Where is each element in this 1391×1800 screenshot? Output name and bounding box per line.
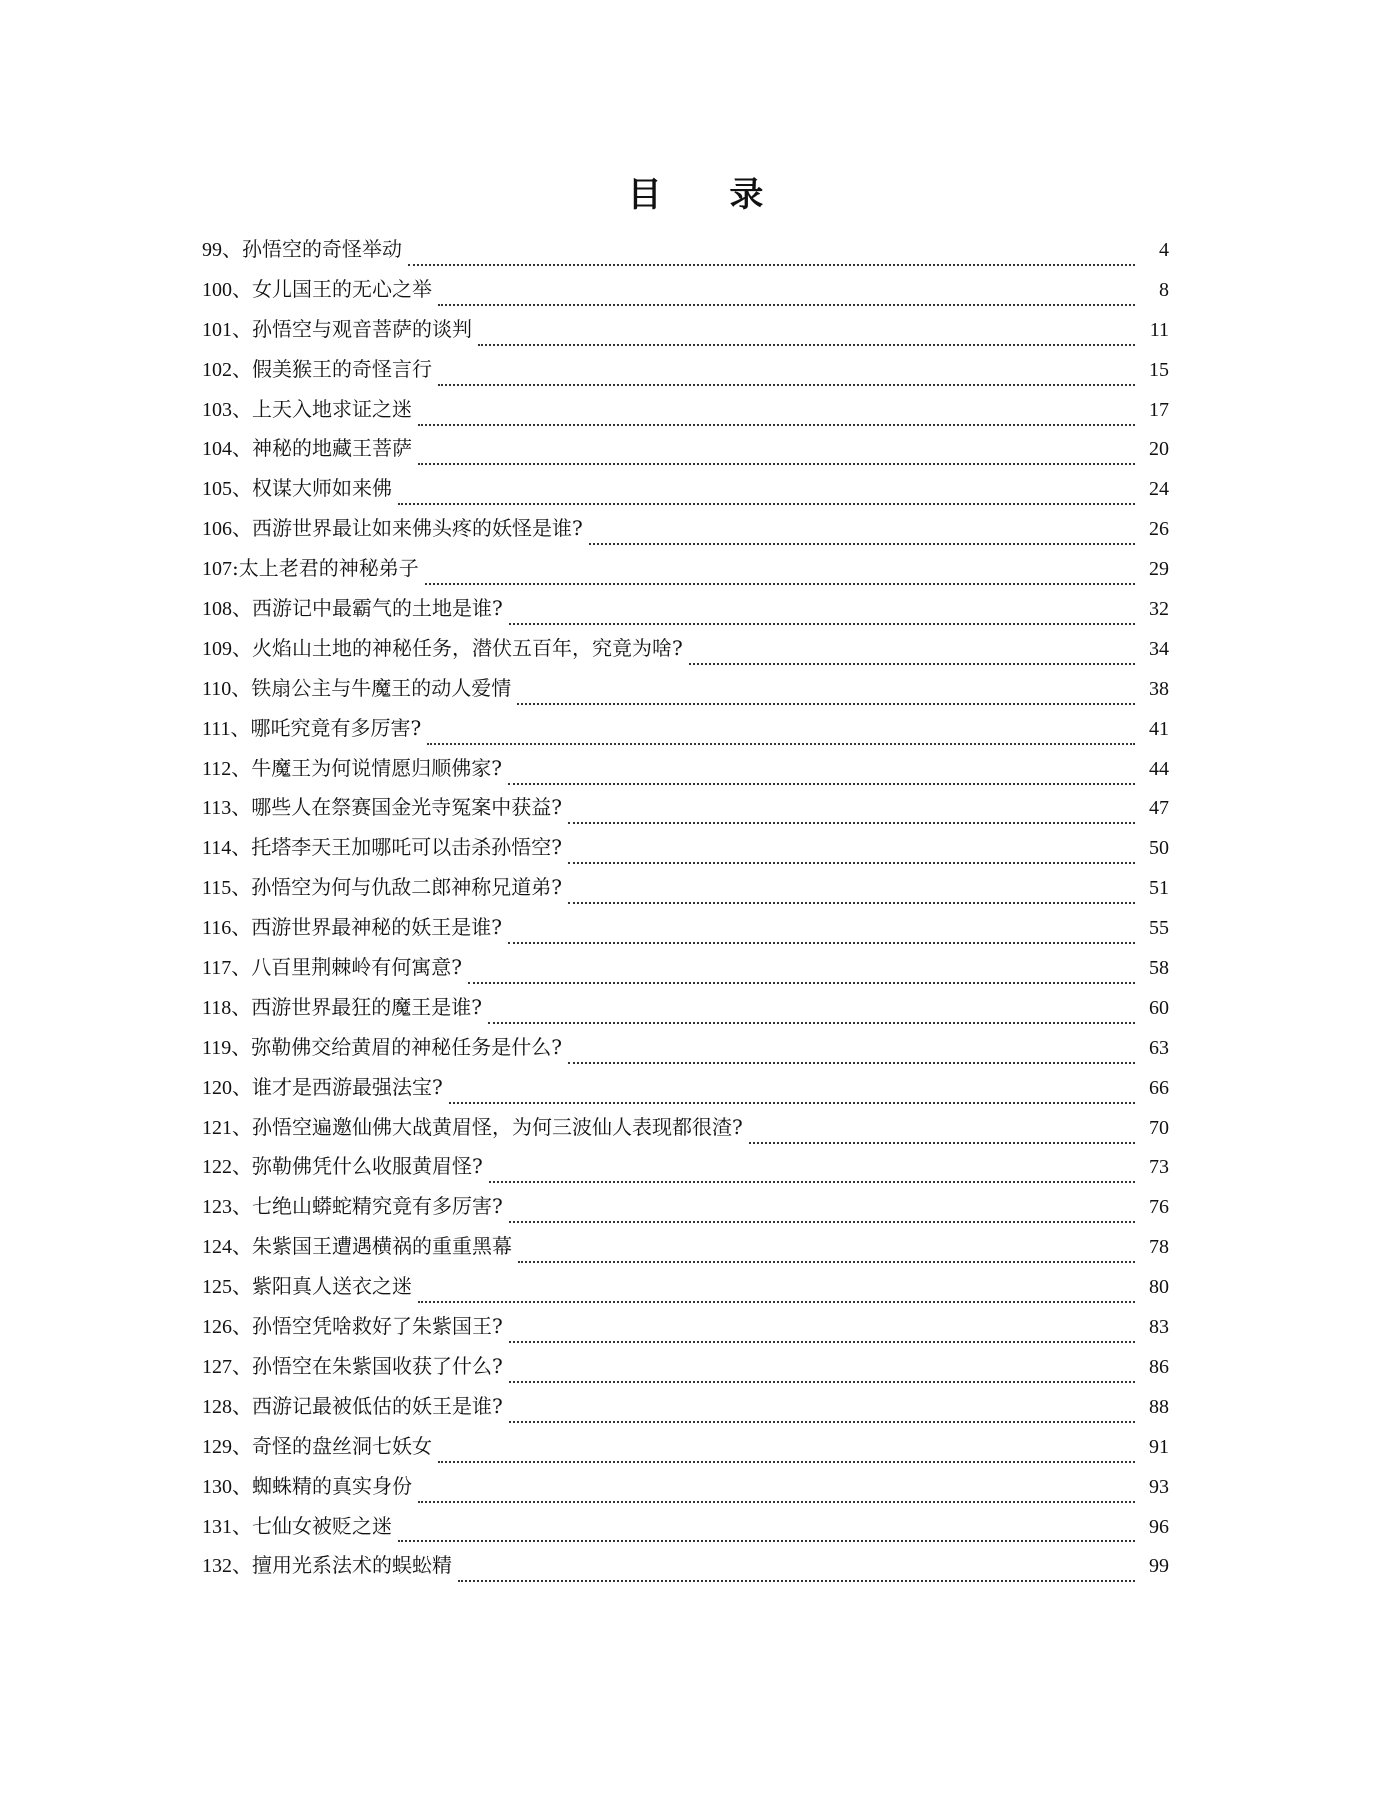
toc-entry-page-number: 66 — [1149, 1076, 1169, 1099]
toc-entry-page-number: 32 — [1149, 598, 1169, 621]
toc-entry-page-number: 47 — [1149, 797, 1169, 820]
toc-entry-number: 128 — [202, 1395, 232, 1418]
toc-entry-page-number: 11 — [1149, 318, 1169, 341]
toc-entry-page-number: 15 — [1149, 358, 1169, 381]
toc-entry-number: 132 — [202, 1555, 232, 1578]
toc-dot-leader — [508, 759, 1135, 785]
toc-entry-separator: 、 — [232, 476, 252, 501]
toc-entry-number: 110 — [202, 677, 232, 700]
toc-entry-page-number: 29 — [1149, 558, 1169, 581]
toc-entry-number: 115 — [202, 877, 232, 900]
toc-dot-leader — [689, 639, 1135, 665]
toc-dot-leader — [418, 439, 1135, 465]
toc-entry-number: 121 — [202, 1116, 232, 1139]
toc-entry-title: 西游世界最狂的魔王是谁? — [251, 994, 482, 1019]
toc-entry-page-number: 17 — [1149, 398, 1169, 421]
toc-entry-page-number: 78 — [1149, 1236, 1169, 1259]
toc-entry-number: 104 — [202, 438, 232, 461]
toc-entry-page-number: 86 — [1149, 1355, 1169, 1378]
toc-entry-page-number: 80 — [1149, 1276, 1169, 1299]
toc-entry — [202, 1187, 1169, 1227]
toc-entry-number: 114 — [202, 837, 232, 860]
toc-dot-leader — [517, 679, 1135, 705]
toc-dot-leader — [509, 1197, 1135, 1223]
toc-dot-leader — [438, 1437, 1135, 1463]
toc-entry-separator: 、 — [231, 875, 252, 900]
toc-entry-page-number: 41 — [1149, 717, 1169, 740]
toc-entry-separator: 、 — [232, 396, 252, 421]
toc-entry-number: 126 — [202, 1316, 232, 1339]
toc-dot-leader — [568, 838, 1135, 864]
toc-entry-page-number: 34 — [1149, 637, 1169, 660]
toc-entry-page-number: 58 — [1149, 957, 1169, 980]
toc-entry-number: 129 — [202, 1435, 232, 1458]
toc-entry — [202, 1108, 1169, 1148]
toc-entry — [202, 1267, 1169, 1307]
toc-entry-title: 铁扇公主与牛魔王的动人爱情 — [251, 675, 512, 700]
toc-dot-leader — [568, 878, 1135, 904]
toc-dot-leader — [509, 1397, 1135, 1423]
toc-entry-number: 102 — [202, 358, 232, 381]
toc-dot-leader — [425, 559, 1135, 585]
toc-entry — [202, 310, 1169, 350]
toc-entry-number: 107 — [202, 558, 232, 581]
toc-entry-page-number: 99 — [1149, 1555, 1169, 1578]
toc-entry-separator: 、 — [232, 356, 252, 381]
toc-entry-separator: 、 — [231, 835, 252, 860]
toc-entry-separator: 、 — [231, 994, 252, 1019]
toc-entry-title: 七绝山蟒蛇精究竟有多厉害? — [252, 1194, 503, 1219]
toc-entry-separator: 、 — [231, 675, 252, 700]
toc-entry — [202, 390, 1169, 430]
toc-entry-title: 权谋大师如来佛 — [252, 476, 392, 501]
toc-entry-number: 113 — [202, 797, 232, 820]
toc-entry-page-number: 70 — [1149, 1116, 1169, 1139]
toc-dot-leader — [418, 1477, 1135, 1503]
toc-entry-title: 孙悟空的奇怪举动 — [242, 237, 402, 261]
toc-entry — [202, 230, 1169, 270]
toc-entry — [202, 1546, 1169, 1586]
toc-dot-leader — [449, 1078, 1135, 1104]
toc-entry — [202, 868, 1169, 908]
toc-entry-page-number: 55 — [1149, 917, 1169, 940]
toc-entry-separator: 、 — [232, 1194, 252, 1219]
toc-entry-page-number: 60 — [1149, 996, 1169, 1019]
toc-entry-title: 西游世界最神秘的妖王是谁? — [251, 915, 502, 940]
toc-entry-number: 100 — [202, 278, 232, 301]
toc-dot-leader — [438, 360, 1135, 386]
toc-dot-leader — [509, 1357, 1135, 1383]
toc-entry — [202, 1307, 1169, 1347]
toc-entry — [202, 709, 1169, 749]
toc-entry — [202, 1147, 1169, 1187]
toc-dot-leader — [458, 1556, 1135, 1582]
toc-entry-number: 119 — [202, 1036, 232, 1059]
toc-dot-leader — [408, 240, 1135, 266]
toc-entry-separator: 、 — [222, 237, 242, 261]
toc-entry-title: 假美猴王的奇怪言行 — [252, 356, 432, 381]
toc-entry-separator: 、 — [231, 1034, 252, 1059]
toc-entry-separator: 、 — [232, 1074, 252, 1099]
toc-entry-page-number: 73 — [1149, 1156, 1169, 1179]
toc-entry-title: 女儿国王的无心之举 — [252, 276, 432, 301]
toc-entry-title: 蜘蛛精的真实身份 — [252, 1473, 412, 1498]
toc-dot-leader — [398, 479, 1135, 505]
toc-entry-separator: 、 — [231, 955, 252, 980]
toc-entry-page-number: 4 — [1159, 239, 1169, 261]
toc-dot-leader — [568, 1038, 1135, 1064]
toc-entry-separator: : — [232, 556, 239, 581]
toc-entry-number: 122 — [202, 1156, 232, 1179]
toc-dot-leader — [749, 1118, 1135, 1144]
toc-entry-number: 125 — [202, 1276, 232, 1299]
toc-entry-separator: 、 — [232, 436, 252, 461]
toc-entry-title: 上天入地求证之迷 — [252, 396, 412, 421]
toc-entry-separator: 、 — [232, 1393, 252, 1418]
toc-entry-separator: 、 — [232, 1473, 252, 1498]
toc-entry-title: 神秘的地藏王菩萨 — [252, 436, 412, 461]
toc-entry-number: 112 — [202, 757, 232, 780]
toc-dot-leader — [589, 519, 1135, 545]
toc-dot-leader — [488, 998, 1135, 1024]
toc-entry-title: 西游记最被低估的妖王是谁? — [252, 1393, 503, 1418]
toc-entry-title: 托塔李天王加哪吒可以击杀孙悟空? — [251, 835, 562, 860]
toc-entry — [202, 948, 1169, 988]
toc-entry — [202, 549, 1169, 589]
toc-entry-number: 109 — [202, 637, 232, 660]
toc-entry-title: 孙悟空在朱紫国收获了什么? — [252, 1353, 503, 1378]
toc-entry-page-number: 44 — [1149, 757, 1169, 780]
page-title: 目 录 — [627, 175, 792, 215]
toc-entry-separator: 、 — [231, 755, 252, 780]
toc-entry — [202, 749, 1169, 789]
toc-entry-separator: 、 — [232, 1154, 252, 1179]
toc-entry-title: 孙悟空与观音菩萨的谈判 — [252, 316, 472, 341]
toc-entry-title: 孙悟空为何与仇敌二郎神称兄道弟? — [251, 875, 562, 900]
toc-entry-title: 谁才是西游最强法宝? — [252, 1074, 443, 1099]
toc-entry-title: 哪吒究竟有多厉害? — [250, 715, 422, 740]
toc-entry-page-number: 51 — [1149, 877, 1169, 900]
toc-dot-leader — [568, 798, 1135, 824]
toc-entry-page-number: 8 — [1159, 278, 1169, 301]
toc-entry-page-number: 50 — [1149, 837, 1169, 860]
toc-entry-separator: 、 — [232, 1274, 252, 1299]
toc-entry — [202, 589, 1169, 629]
toc-entry-title: 孙悟空凭啥救好了朱紫国王? — [252, 1314, 503, 1339]
toc-entry-title: 太上老君的神秘弟子 — [238, 556, 419, 581]
toc-entry-number: 130 — [202, 1475, 232, 1498]
toc-entry-title: 奇怪的盘丝洞七妖女 — [252, 1433, 432, 1458]
toc-entry-title: 紫阳真人送衣之迷 — [252, 1274, 412, 1299]
toc-entry — [202, 1387, 1169, 1427]
toc-entry-number: 111 — [202, 717, 231, 740]
toc-entry — [202, 1347, 1169, 1387]
toc-entry-page-number: 26 — [1149, 518, 1169, 541]
toc-entry-number: 105 — [202, 478, 232, 501]
toc-dot-leader — [509, 1317, 1135, 1343]
toc-entry-number: 116 — [202, 917, 232, 940]
toc-entry-separator: 、 — [232, 276, 252, 301]
toc-entry-title: 西游记中最霸气的土地是谁? — [252, 596, 503, 621]
toc-entry-page-number: 76 — [1149, 1196, 1169, 1219]
toc-entry-page-number: 83 — [1149, 1316, 1169, 1339]
toc-entry-separator: 、 — [232, 1433, 252, 1458]
toc-entry-title: 擅用光系法术的蜈蚣精 — [252, 1553, 452, 1578]
toc-dot-leader — [508, 918, 1135, 944]
toc-entry-number: 106 — [202, 518, 232, 541]
toc-entry-number: 101 — [202, 318, 232, 341]
toc-entry-separator: 、 — [231, 915, 252, 940]
toc-entry-separator: 、 — [231, 795, 252, 820]
toc-dot-leader — [398, 1516, 1135, 1542]
toc-entry-title: 朱紫国王遭遇横祸的重重黑幕 — [252, 1234, 512, 1259]
toc-entry — [202, 429, 1169, 469]
toc-entry-title: 孙悟空遍邀仙佛大战黄眉怪，为何三波仙人表现都很渣? — [252, 1114, 743, 1139]
toc-entry-title: 七仙女被贬之迷 — [252, 1513, 392, 1538]
toc-entry-separator: 、 — [232, 1234, 252, 1259]
toc-entry-separator: 、 — [232, 635, 252, 660]
toc-entry-separator: 、 — [232, 316, 252, 341]
toc-entry-number: 127 — [202, 1355, 232, 1378]
toc-entry — [202, 509, 1169, 549]
toc-entry — [202, 629, 1169, 669]
toc-entry-page-number: 88 — [1149, 1395, 1169, 1418]
toc-entry — [202, 669, 1169, 709]
toc-entry-page-number: 63 — [1149, 1036, 1169, 1059]
toc-dot-leader — [418, 1277, 1135, 1303]
toc-dot-leader — [509, 599, 1135, 625]
toc-dot-leader — [418, 400, 1135, 426]
toc-entry-separator: 、 — [230, 715, 251, 740]
toc-entry-title: 八百里荆棘岭有何寓意? — [251, 955, 462, 980]
toc-entry — [202, 1467, 1169, 1507]
toc-dot-leader — [438, 280, 1135, 306]
toc-entry — [202, 1068, 1169, 1108]
toc-entry — [202, 788, 1169, 828]
toc-entry-number: 123 — [202, 1196, 232, 1219]
toc-entry-separator: 、 — [232, 516, 252, 541]
toc-entry-number: 131 — [202, 1515, 232, 1538]
toc-entry-title: 西游世界最让如来佛头疼的妖怪是谁? — [252, 516, 583, 541]
toc-entry-separator: 、 — [232, 1513, 252, 1538]
toc-entry — [202, 908, 1169, 948]
toc-entry — [202, 988, 1169, 1028]
toc-entry — [202, 270, 1169, 310]
toc-entry-number: 103 — [202, 398, 232, 421]
toc-entry — [202, 350, 1169, 390]
toc-entry — [202, 828, 1169, 868]
toc-entry-title: 弥勒佛凭什么收服黄眉怪? — [252, 1154, 483, 1179]
toc-entry — [202, 469, 1169, 509]
toc-entry-page-number: 20 — [1149, 438, 1169, 461]
toc-entry-title: 牛魔王为何说情愿归顺佛家? — [251, 755, 502, 780]
toc-entry-page-number: 96 — [1149, 1515, 1169, 1538]
toc-entry — [202, 1507, 1169, 1547]
toc-dot-leader — [468, 958, 1135, 984]
toc-entry-number: 118 — [202, 996, 232, 1019]
toc-entry-number: 117 — [202, 957, 232, 980]
toc-entry-title: 弥勒佛交给黄眉的神秘任务是什么? — [251, 1034, 562, 1059]
toc-entry-separator: 、 — [232, 1553, 252, 1578]
toc-entry-number: 124 — [202, 1236, 232, 1259]
toc-entry-page-number: 91 — [1149, 1435, 1169, 1458]
toc-entry-page-number: 93 — [1149, 1475, 1169, 1498]
toc-entry-separator: 、 — [232, 1114, 252, 1139]
toc-entry-page-number: 38 — [1149, 677, 1169, 700]
toc-entry-separator: 、 — [232, 1353, 252, 1378]
toc-dot-leader — [427, 719, 1135, 745]
toc-entry-separator: 、 — [232, 1314, 252, 1339]
toc-list — [202, 230, 1169, 1586]
toc-entry-number: 99 — [202, 239, 222, 261]
toc-entry-title: 哪些人在祭赛国金光寺冤案中获益? — [251, 795, 562, 820]
toc-entry — [202, 1227, 1169, 1267]
toc-entry-separator: 、 — [232, 596, 252, 621]
toc-entry-number: 108 — [202, 598, 232, 621]
toc-entry-page-number: 24 — [1149, 478, 1169, 501]
toc-entry-title: 火焰山土地的神秘任务，潜伏五百年，究竟为啥? — [252, 635, 683, 660]
toc-dot-leader — [478, 320, 1135, 346]
toc-entry — [202, 1028, 1169, 1068]
toc-dot-leader — [518, 1237, 1135, 1263]
toc-entry — [202, 1427, 1169, 1467]
toc-entry-number: 120 — [202, 1076, 232, 1099]
toc-dot-leader — [489, 1157, 1135, 1183]
